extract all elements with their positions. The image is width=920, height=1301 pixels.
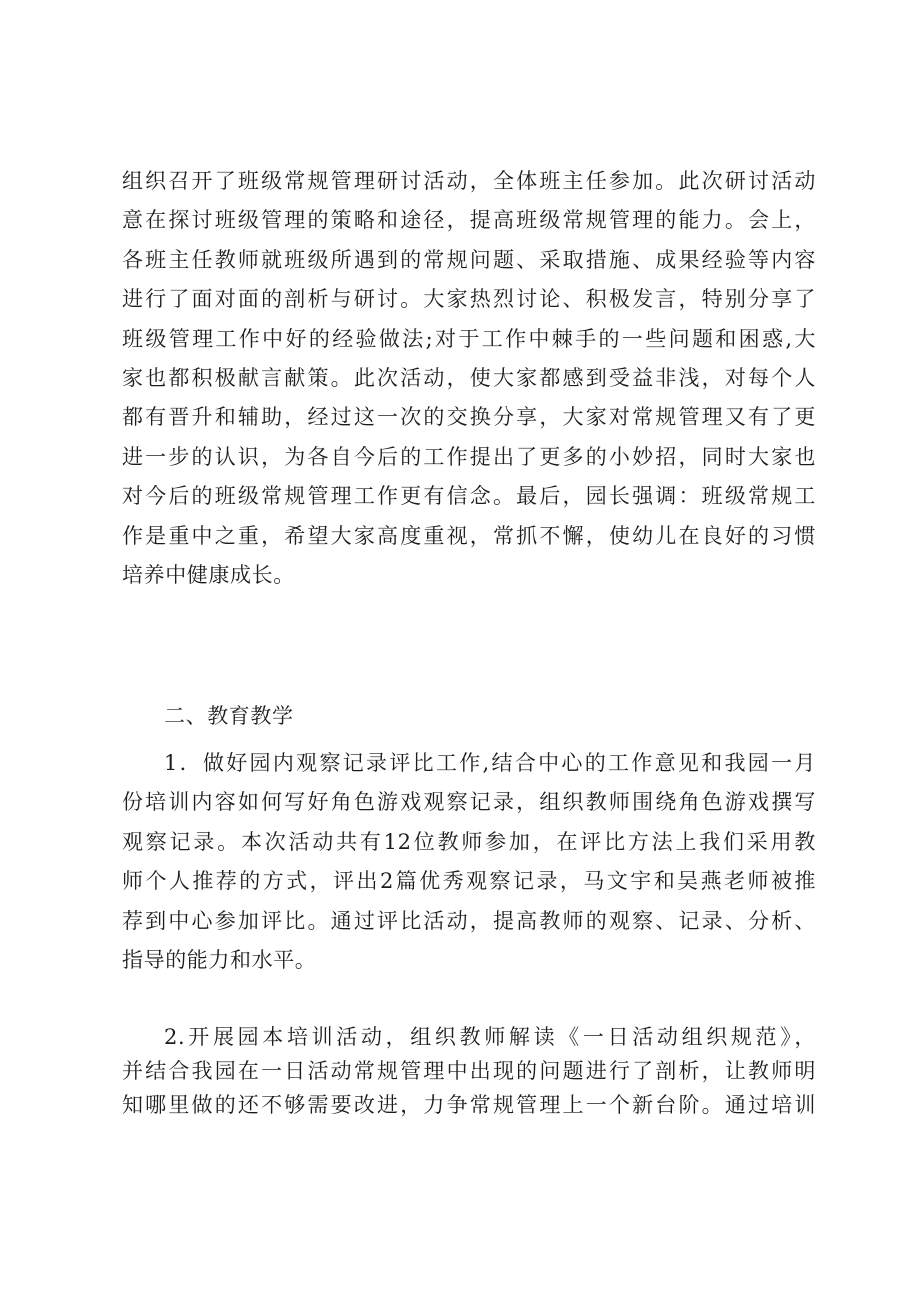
- text-line: 1．做好园内观察记录评比工作,结合中心的工作意见和我园一月: [164, 751, 816, 775]
- text-line: 作是重中之重，希望大家高度重视，常抓不懈，使幼儿在良好的习惯: [122, 523, 816, 548]
- section-heading-text: 二、教育教学: [164, 704, 294, 728]
- paragraph-training: [122, 1020, 816, 1122]
- text-line: 份培训内容如何写好角色游戏观察记录，组织教师围绕角色游戏撰写: [122, 790, 816, 815]
- text-line: 荐到中心参加评比。通过评比活动，提高教师的观察、记录、分析、: [122, 908, 816, 933]
- paragraph-class-management: [122, 162, 816, 595]
- text-line: 进行了面对面的剖析与研讨。大家热烈讨论、积极发言，特别分享了: [122, 287, 816, 312]
- text-line: 并结合我园在一日活动常规管理中出现的问题进行了剖析，让教师明: [122, 1059, 816, 1083]
- text-line: 意在探讨班级管理的策略和途径，提高班级常规管理的能力。会上，: [122, 208, 816, 233]
- text-line: 观察记录。本次活动共有12位教师参加，在评比方法上我们采用教: [122, 829, 816, 854]
- text-line: 2.开展园本培训活动，组织教师解读《一日活动组织规范》，: [164, 1025, 816, 1049]
- text-line: 都有晋升和辅助，经过这一次的交换分享，大家对常规管理又有了更: [122, 405, 816, 430]
- text-line: 对今后的班级常规管理工作更有信念。最后，园长强调：班级常规工: [122, 484, 816, 509]
- section-heading: [122, 697, 816, 736]
- text-line: 家也都积极献言献策。此次活动，使大家都感到受益非浅，对每个人: [122, 365, 816, 390]
- text-line: 师个人推荐的方式，评出2篇优秀观察记录，马文宇和吴燕老师被推: [122, 869, 816, 894]
- text-line: 指导的能力和水平。: [122, 947, 317, 972]
- paragraph-observation-records: [122, 744, 816, 980]
- text-line: 培养中健康成长。: [122, 562, 295, 587]
- text-line: 组织召开了班级常规管理研讨活动，全体班主任参加。此次研讨活动: [122, 169, 816, 193]
- text-line: 各班主任教师就班级所遇到的常规问题、采取措施、成果经验等内容: [122, 247, 816, 272]
- text-line: 进一步的认识，为各自今后的工作提出了更多的小妙招，同时大家也: [122, 444, 816, 469]
- text-line: 班级管理工作中好的经验做法;对于工作中棘手的一些问题和困惑,大: [122, 326, 816, 351]
- text-line: 知哪里做的还不够需要改进，力争常规管理上一个新台阶。通过培训: [122, 1093, 816, 1117]
